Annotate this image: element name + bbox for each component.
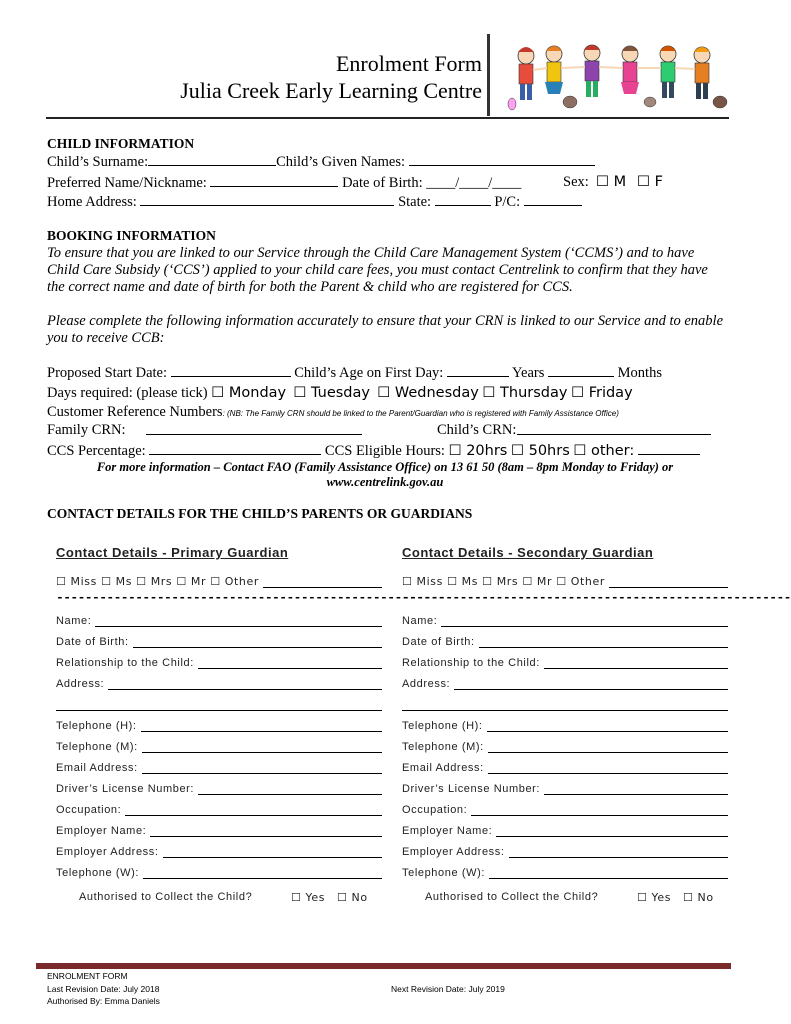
secondary-occupation-row — [402, 795, 728, 816]
dob-field[interactable]: ____/____/____ — [426, 175, 522, 191]
secondary-name-label: Name: — [402, 615, 438, 627]
primary-license-row — [56, 774, 382, 795]
surname-label: Child’s Surname: — [47, 154, 149, 170]
postcode-label: P/C: — [494, 194, 521, 210]
secondary-email-row — [402, 753, 728, 774]
wednesday-checkbox[interactable]: ☐ Wednesday — [377, 385, 479, 401]
child-name-row — [47, 153, 595, 171]
secondary-employer-address-field[interactable] — [509, 848, 728, 858]
primary-email-field[interactable] — [142, 764, 382, 774]
home-address-field[interactable] — [140, 193, 394, 206]
primary-relationship-label: Relationship to the Child: — [56, 657, 194, 669]
child-crn-label: Child’s CRN: — [437, 422, 517, 438]
nickname-field[interactable] — [210, 174, 338, 187]
secondary-occupation-field[interactable] — [471, 806, 728, 816]
postcode-field[interactable] — [524, 193, 582, 206]
ccs-hours-label: CCS Eligible Hours: — [324, 443, 445, 459]
child-crn-field[interactable] — [517, 434, 711, 435]
hours-50-checkbox[interactable]: ☐ 50hrs — [510, 443, 570, 459]
secondary-salutation-row — [402, 572, 728, 588]
primary-tel-h-field[interactable] — [141, 722, 382, 732]
primary-authorised-yes[interactable]: ☐ Yes — [291, 891, 326, 904]
primary-authorised-no[interactable]: ☐ No — [337, 891, 368, 904]
dob-label: Date of Birth: — [342, 175, 423, 191]
footer-bar — [36, 963, 731, 969]
primary-dashed-divider: ------------------------------------------------------ — [56, 590, 445, 605]
secondary-address-label: Address: — [402, 678, 451, 690]
secondary-other-field[interactable] — [609, 578, 728, 588]
header-divider — [487, 34, 490, 116]
primary-email-row — [56, 753, 382, 774]
secondary-tel-m-row — [402, 732, 728, 753]
fao-info-line1: For more information – Contact FAO (Family Assistance Office) on 13 61 50 (8am – 8pm Monday to Friday) or — [96, 460, 674, 474]
ccs-row — [47, 442, 700, 460]
secondary-tel-h-row — [402, 711, 728, 732]
crn-heading: Customer Reference Numbers — [47, 404, 223, 420]
home-address-label: Home Address: — [47, 194, 137, 210]
booking-heading: BOOKING INFORMATION — [47, 228, 216, 243]
crn-paragraph: Please complete the following information accurately to ensure that your CRN is linked to our Service and to enable you to receive CCB: — [47, 313, 724, 346]
nickname-label: Preferred Name/Nickname: — [47, 175, 207, 191]
secondary-relationship-row — [402, 648, 728, 669]
secondary-license-field[interactable] — [544, 785, 728, 795]
secondary-email-field[interactable] — [488, 764, 728, 774]
primary-occupation-field[interactable] — [125, 806, 382, 816]
primary-employer-label: Employer Name: — [56, 825, 147, 837]
footer-form-name: ENROLMENT FORM — [47, 971, 128, 981]
age-label: Child’s Age on First Day: — [294, 365, 444, 381]
secondary-license-label: Driver’s License Number: — [402, 783, 541, 795]
child-info-heading: CHILD INFORMATION — [47, 136, 195, 151]
secondary-authorised-label: Authorised to Collect the Child? — [425, 891, 599, 903]
given-names-label: Child’s Given Names: — [276, 154, 405, 170]
centre-name: Julia Creek Early Learning Centre — [180, 78, 482, 103]
secondary-employer-address-row — [402, 837, 728, 858]
centrelink-link[interactable]: www.centrelink.gov.au — [326, 475, 444, 489]
friday-checkbox[interactable]: ☐ Friday — [571, 385, 633, 401]
primary-tel-w-label: Telephone (W): — [56, 867, 139, 879]
primary-guardian-form — [56, 572, 445, 879]
primary-occupation-row — [56, 795, 382, 816]
footer-last-revision: Last Revision Date: July 2018 — [47, 984, 160, 994]
surname-field[interactable] — [148, 153, 276, 166]
crn-note: : (NB: The Family CRN should be linked to the Parent/Guardian who is registered with Family Assistance Office) — [222, 409, 619, 418]
secondary-dob-field[interactable] — [479, 638, 728, 648]
secondary-relationship-label: Relationship to the Child: — [402, 657, 540, 669]
sex-row — [563, 174, 663, 191]
age-years-field[interactable] — [447, 364, 509, 377]
months-label: Months — [617, 365, 662, 381]
secondary-address-row — [402, 669, 728, 690]
family-crn-row — [47, 422, 126, 439]
primary-tel-w-row — [56, 858, 382, 879]
primary-employer-row — [56, 816, 382, 837]
primary-tel-w-field[interactable] — [143, 869, 382, 879]
secondary-guardian-form — [402, 572, 791, 879]
age-months-field[interactable] — [548, 364, 614, 377]
secondary-address-field-2[interactable] — [402, 701, 728, 711]
secondary-employer-address-label: Employer Address: — [402, 846, 505, 858]
secondary-dob-row — [402, 627, 728, 648]
secondary-guardian-title: Contact Details - Secondary Guardian — [402, 545, 654, 560]
primary-employer-address-row — [56, 837, 382, 858]
secondary-dashed-divider: ------------------------------------------------------ — [402, 590, 791, 605]
hours-20-checkbox[interactable]: ☐ 20hrs — [448, 443, 508, 459]
secondary-email-label: Email Address: — [402, 762, 484, 774]
primary-tel-m-field[interactable] — [142, 743, 382, 753]
nickname-row — [47, 174, 521, 192]
sex-f-checkbox[interactable]: ☐ F — [637, 174, 663, 190]
primary-employer-address-field[interactable] — [163, 848, 382, 858]
children-illustration — [508, 42, 730, 112]
primary-tel-h-label: Telephone (H): — [56, 720, 137, 732]
years-label: Years — [512, 365, 545, 381]
days-row — [47, 385, 633, 402]
start-date-row — [47, 364, 662, 382]
secondary-tel-h-field[interactable] — [487, 722, 728, 732]
primary-dob-label: Date of Birth: — [56, 636, 129, 648]
primary-name-field[interactable] — [95, 617, 382, 627]
primary-tel-m-label: Telephone (M): — [56, 741, 138, 753]
secondary-license-row — [402, 774, 728, 795]
primary-authorised-label: Authorised to Collect the Child? — [79, 891, 253, 903]
secondary-authorised-no[interactable]: ☐ No — [683, 891, 714, 904]
ccs-percentage-label: CCS Percentage: — [47, 443, 146, 459]
hours-other-field[interactable] — [638, 442, 700, 455]
crn-heading-row — [47, 404, 619, 421]
sex-m-checkbox[interactable]: ☐ M — [596, 174, 627, 190]
primary-tel-m-row — [56, 732, 382, 753]
primary-occupation-label: Occupation: — [56, 804, 122, 816]
secondary-tel-w-label: Telephone (W): — [402, 867, 485, 879]
monday-checkbox[interactable]: ☐ Monday — [211, 385, 287, 401]
state-label: State: — [398, 194, 432, 210]
primary-name-row — [56, 606, 382, 627]
footer-next-revision: Next Revision Date: July 2019 — [391, 984, 505, 994]
secondary-relationship-field[interactable] — [544, 659, 728, 669]
primary-dob-row — [56, 627, 382, 648]
primary-email-label: Email Address: — [56, 762, 138, 774]
secondary-employer-row — [402, 816, 728, 837]
secondary-tel-w-row — [402, 858, 728, 879]
days-label: Days required: (please tick) — [47, 385, 208, 401]
primary-relationship-field[interactable] — [198, 659, 382, 669]
primary-salutation-row — [56, 572, 382, 588]
primary-address-row — [56, 669, 382, 690]
footer-authorised-by: Authorised By: Emma Daniels — [47, 996, 160, 1006]
header-rule — [46, 117, 729, 119]
secondary-salutation-options[interactable]: ☐ Miss ☐ Ms ☐ Mrs ☐ Mr ☐ Other — [402, 575, 605, 588]
start-date-label: Proposed Start Date: — [47, 365, 168, 381]
primary-guardian-title: Contact Details - Primary Guardian — [56, 545, 289, 560]
family-crn-field[interactable] — [146, 434, 362, 435]
primary-employer-address-label: Employer Address: — [56, 846, 159, 858]
primary-salutation-options[interactable]: ☐ Miss ☐ Ms ☐ Mrs ☐ Mr ☐ Other — [56, 575, 259, 588]
form-title: Enrolment Form — [335, 51, 482, 76]
state-field[interactable] — [435, 193, 491, 206]
secondary-tel-h-label: Telephone (H): — [402, 720, 483, 732]
primary-license-label: Driver’s License Number: — [56, 783, 195, 795]
secondary-address-field[interactable] — [454, 680, 728, 690]
primary-license-field[interactable] — [198, 785, 382, 795]
start-date-field[interactable] — [171, 364, 291, 377]
secondary-address-row-2 — [402, 690, 728, 711]
address-row — [47, 193, 582, 211]
secondary-name-row — [402, 606, 728, 627]
contacts-heading: CONTACT DETAILS FOR THE CHILD’S PARENTS OR GUARDIANS — [47, 506, 473, 521]
ccms-paragraph: To ensure that you are linked to our Service through the Child Care Management System (‘CCMS’) and to have Child Care Subsidy (‘CCS’) applied to your child care fees, you must contact Centrelink to confirm that they have the correct name and date of birth for both the Parent & child who are registered for CCS. — [47, 245, 708, 295]
secondary-tel-m-label: Telephone (M): — [402, 741, 484, 753]
primary-dob-field[interactable] — [133, 638, 382, 648]
secondary-employer-field[interactable] — [496, 827, 728, 837]
given-names-field[interactable] — [409, 153, 595, 166]
primary-address-field[interactable] — [108, 680, 382, 690]
primary-employer-field[interactable] — [150, 827, 382, 837]
secondary-tel-m-field[interactable] — [488, 743, 728, 753]
tuesday-checkbox[interactable]: ☐ Tuesday — [293, 385, 370, 401]
secondary-name-field[interactable] — [441, 617, 728, 627]
primary-tel-h-row — [56, 711, 382, 732]
primary-address-label: Address: — [56, 678, 105, 690]
thursday-checkbox[interactable]: ☐ Thursday — [482, 385, 568, 401]
secondary-employer-label: Employer Name: — [402, 825, 493, 837]
family-crn-label: Family CRN: — [47, 422, 126, 438]
primary-other-field[interactable] — [263, 578, 382, 588]
primary-address-field-2[interactable] — [56, 701, 382, 711]
sex-label: Sex: — [563, 174, 589, 190]
secondary-dob-label: Date of Birth: — [402, 636, 475, 648]
ccs-percentage-field[interactable] — [149, 442, 321, 455]
secondary-occupation-label: Occupation: — [402, 804, 468, 816]
secondary-authorised-yes[interactable]: ☐ Yes — [637, 891, 672, 904]
primary-name-label: Name: — [56, 615, 92, 627]
secondary-tel-w-field[interactable] — [489, 869, 728, 879]
primary-address-row-2 — [56, 690, 382, 711]
hours-other-checkbox[interactable]: ☐ other: — [573, 443, 635, 459]
primary-relationship-row — [56, 648, 382, 669]
